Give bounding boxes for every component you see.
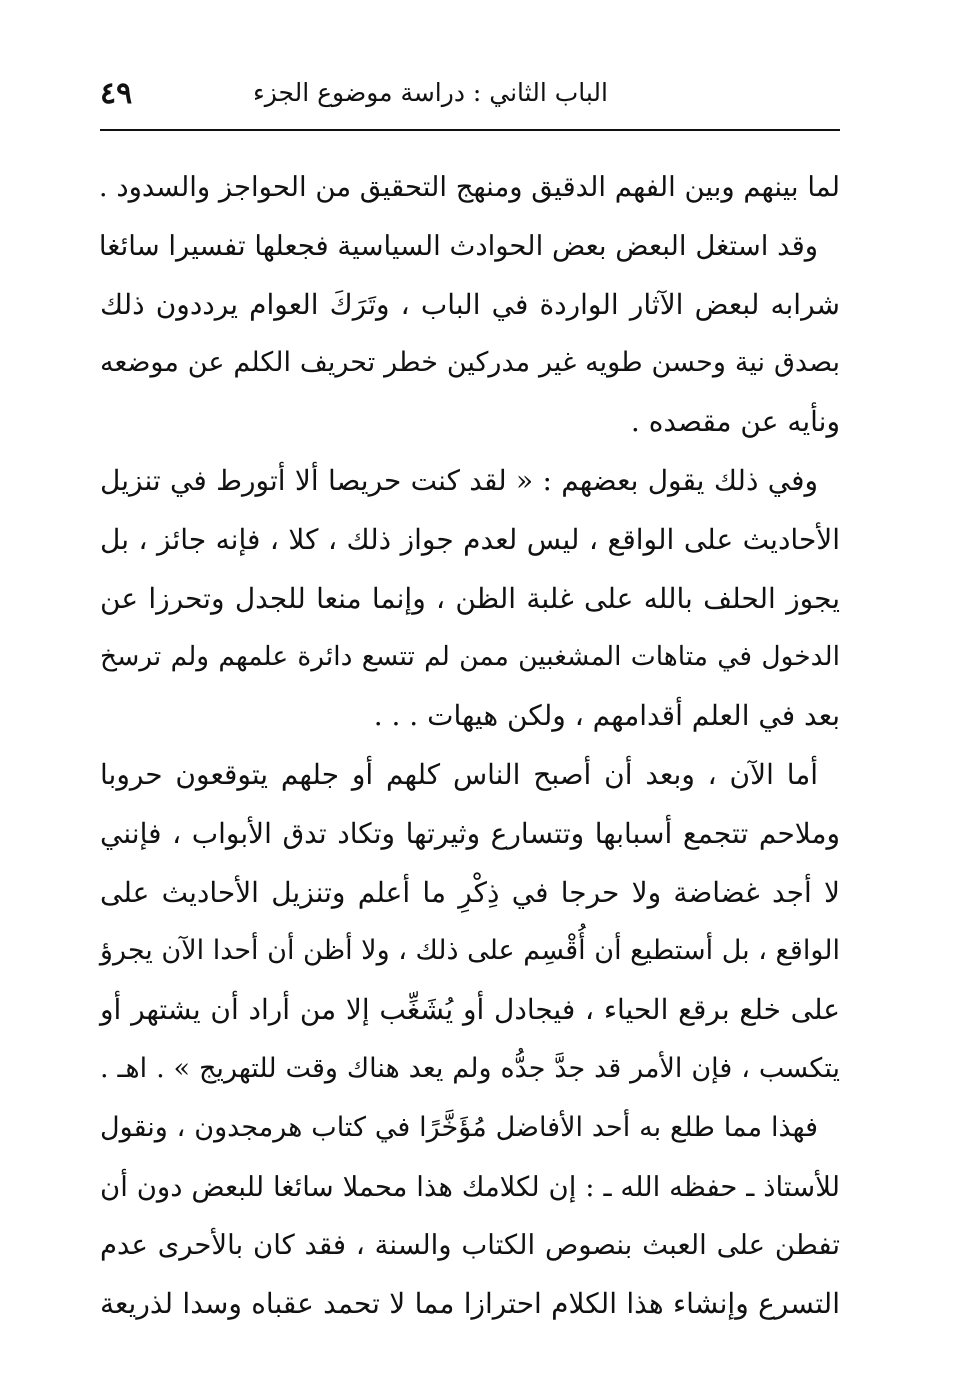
- text-line: بعد في العلم أقدامهم ، ولكن هيهات . . .: [373, 699, 840, 733]
- text-line: ونأيه عن مقصده .: [630, 405, 840, 439]
- text-line: يتكسب ، فإن الأمر قد جدَّ جدُّه ولم يعد هناك وقت للتهريج » . اهـ .: [100, 1052, 840, 1084]
- text-line: للأستاذ ـ حفظه الله ـ : إن لكلامك هذا محملا سائغا للبعض دون أن: [100, 1170, 840, 1203]
- text-line: أما الآن ، وبعد أن أصبح الناس كلهم أو جلهم يتوقعون حروبا: [100, 757, 818, 791]
- text-line: يجوز الحلف بالله على غلبة الظن ، وإنما منعا للجدل وتحرزا عن: [100, 581, 840, 615]
- text-line: وقد استغل البعض بعض الحوادث السياسية فجعلها تفسيرا سائغا: [98, 229, 818, 262]
- text-line: شرابه لبعض الآثار الواردة في الباب ، وتَرَكَ العوام يرددون ذلك: [100, 287, 841, 321]
- running-title: الباب الثاني : دراسة موضوع الجزء: [252, 78, 608, 107]
- page-header: [100, 72, 840, 122]
- text-line: لا أجد غضاضة ولا حرجا في ذِكْرِ ما أعلم وتنزيل الأحاديث على: [100, 875, 840, 909]
- text-line: فهذا مما طلع به أحد الأفاضل مُؤَخَّرًا في كتاب هرمجدون ، ونقول: [100, 1111, 818, 1143]
- text-line: الأحاديث على الواقع ، ليس لعدم جواز ذلك ، كلا ، فإنه جائز ، بل: [100, 522, 840, 556]
- text-line: الدخول في متاهات المشغبين ممن لم تتسع دائرة علمهم ولم ترسخ: [100, 641, 840, 673]
- text-line: التسرع وإنشاء هذا الكلام احترازا مما لا تحمد عقباه وسدا لذريعة: [100, 1287, 840, 1321]
- header-rule: [100, 129, 840, 131]
- text-line: بصدق نية وحسن طويه غير مدركين خطر تحريف الكلم عن موضعه: [100, 347, 840, 379]
- text-line: وملاحم تتجمع أسبابها وتتسارع وثيرتها وتكاد تدق الأبواب ، فإنني: [100, 816, 840, 850]
- page-number: ٤٩: [100, 76, 133, 111]
- text-line: وفي ذلك يقول بعضهم : « لقد كنت حريصا ألا أتورط في تنزيل: [100, 463, 818, 497]
- body-text: [100, 158, 840, 1334]
- text-line: تفطن على العبث بنصوص الكتاب والسنة ، فقد كان بالأحرى عدم: [100, 1229, 840, 1262]
- text-line: الواقع ، بل أستطيع أن أُقْسِم على ذلك ، ولا أظن أن أحدا الآن يجرؤ: [99, 935, 840, 967]
- text-line: على خلع برقع الحياء ، فيجادل أو يُشَغِّب إلا من أراد أن يشتهر أو: [100, 993, 840, 1027]
- text-line: لما بينهم وبين الفهم الدقيق ومنهج التحقيق من الحواجز والسدود .: [98, 171, 840, 203]
